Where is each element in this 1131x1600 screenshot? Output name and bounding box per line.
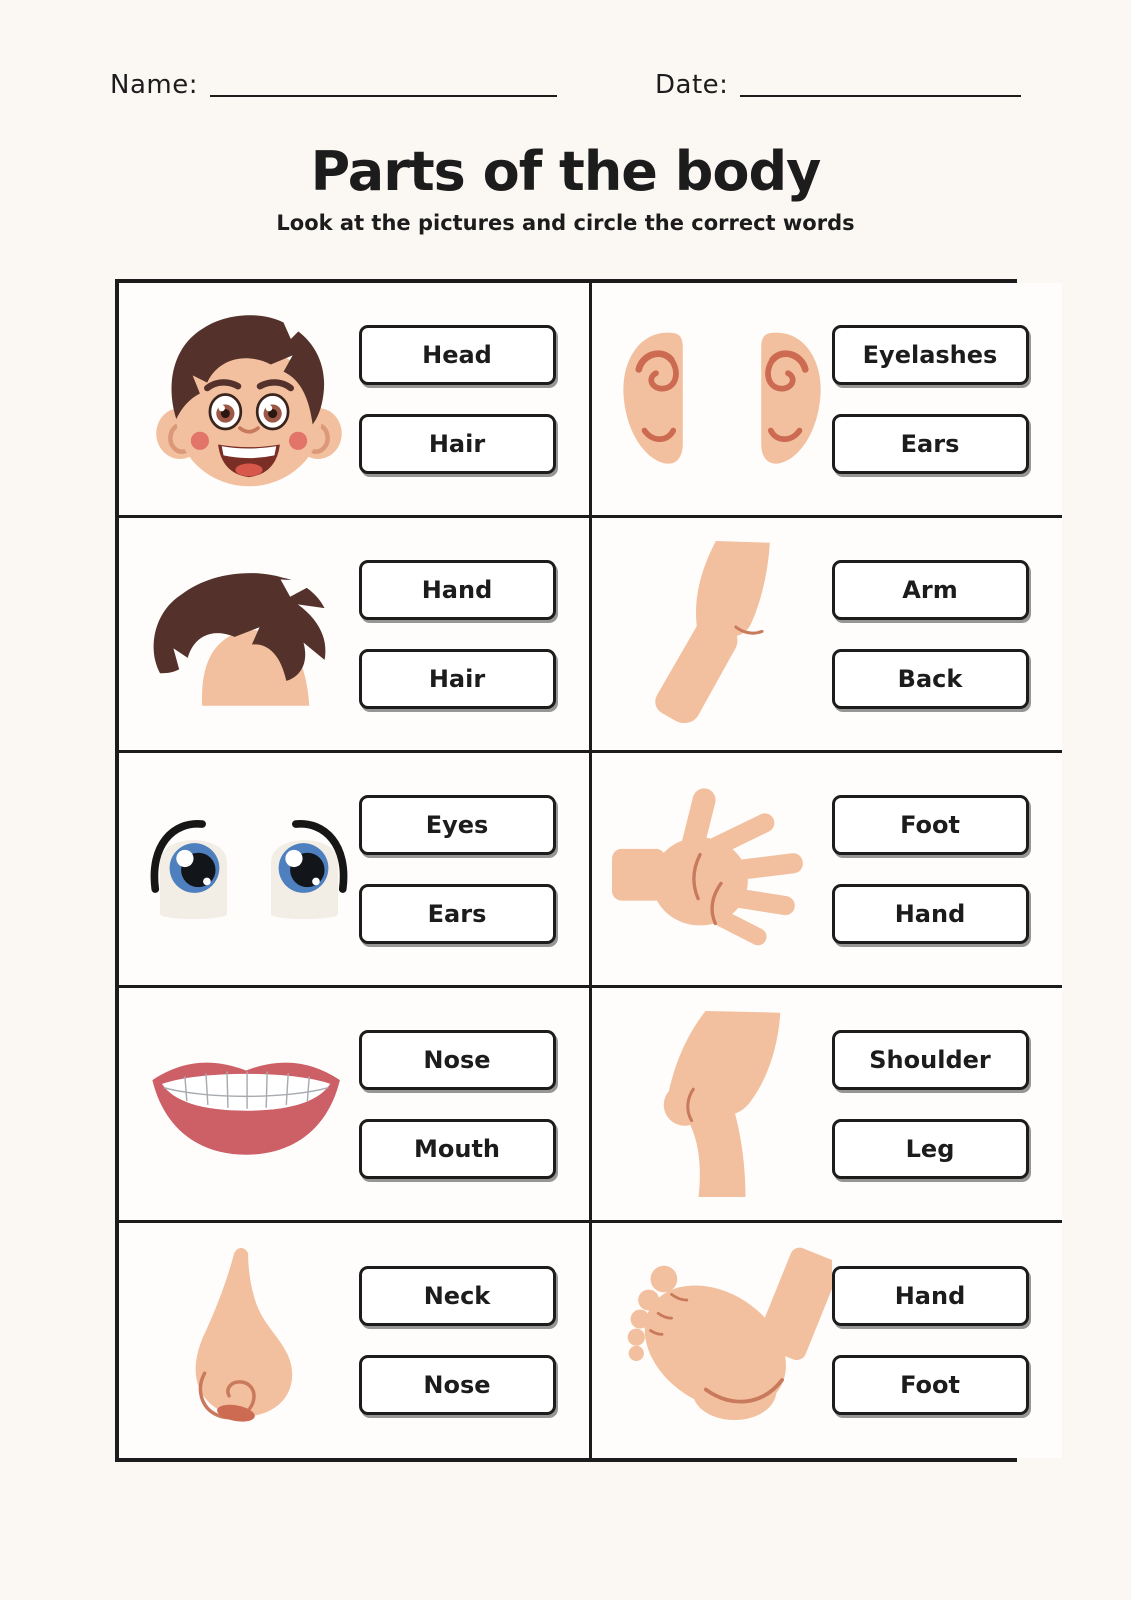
word-options xyxy=(359,795,589,944)
word-option-label: Eyes xyxy=(425,810,489,839)
worksheet-cell xyxy=(592,283,1062,518)
boy-head-icon xyxy=(139,299,359,499)
word-option-box[interactable] xyxy=(832,1030,1029,1090)
worksheet-grid xyxy=(115,279,1017,1462)
worksheet-cell xyxy=(119,518,592,753)
word-option-label: Hair xyxy=(428,429,486,458)
word-option-box[interactable] xyxy=(832,1355,1029,1415)
word-option-box[interactable] xyxy=(832,795,1029,855)
leg-icon xyxy=(612,1004,832,1204)
worksheet-cell xyxy=(592,988,1062,1223)
word-options xyxy=(832,560,1062,709)
word-option-box[interactable] xyxy=(832,649,1029,709)
word-option-box[interactable] xyxy=(359,325,556,385)
word-option-label: Hair xyxy=(428,664,486,693)
name-field xyxy=(110,70,557,100)
word-option-label: Leg xyxy=(905,1134,955,1163)
name-label: Name: xyxy=(110,70,198,100)
word-option-box[interactable] xyxy=(359,1030,556,1090)
word-option-box[interactable] xyxy=(832,1119,1029,1179)
arm-icon xyxy=(612,534,832,734)
word-option-label: Mouth xyxy=(413,1134,500,1163)
page-title: Parts of the body xyxy=(310,140,821,203)
worksheet-cell xyxy=(592,753,1062,988)
word-option-label: Arm xyxy=(902,575,958,604)
word-options xyxy=(359,560,589,709)
worksheet-cell xyxy=(119,1223,592,1458)
eyes-icon xyxy=(139,769,359,969)
word-options xyxy=(832,1266,1062,1415)
word-option-label: Foot xyxy=(900,1371,960,1400)
hand-icon xyxy=(612,769,832,969)
word-options xyxy=(832,1030,1062,1179)
name-date-row xyxy=(110,70,1021,100)
word-option-box[interactable] xyxy=(359,1355,556,1415)
worksheet-cell xyxy=(592,518,1062,753)
word-option-label: Nose xyxy=(423,1371,491,1400)
date-label: Date: xyxy=(655,70,729,100)
word-option-box[interactable] xyxy=(832,884,1029,944)
word-option-box[interactable] xyxy=(359,1266,556,1326)
word-option-box[interactable] xyxy=(359,414,556,474)
word-option-box[interactable] xyxy=(832,325,1029,385)
word-option-label: Eyelashes xyxy=(862,340,998,369)
word-options xyxy=(832,795,1062,944)
name-input-line[interactable] xyxy=(210,95,557,97)
word-options xyxy=(359,325,589,474)
word-option-label: Ears xyxy=(900,429,960,458)
page-subtitle: Look at the pictures and circle the correct words xyxy=(276,211,855,236)
word-option-label: Head xyxy=(422,340,492,369)
word-option-box[interactable] xyxy=(359,1119,556,1179)
word-option-box[interactable] xyxy=(359,560,556,620)
word-option-box[interactable] xyxy=(359,649,556,709)
word-option-label: Shoulder xyxy=(869,1045,991,1074)
date-field xyxy=(655,70,1021,100)
worksheet-cell xyxy=(119,283,592,518)
word-option-label: Hand xyxy=(894,1282,966,1311)
mouth-icon xyxy=(139,1004,359,1204)
word-options xyxy=(359,1266,589,1415)
word-option-box[interactable] xyxy=(359,795,556,855)
word-options xyxy=(359,1030,589,1179)
word-option-box[interactable] xyxy=(832,1266,1029,1326)
worksheet-cell xyxy=(119,753,592,988)
date-input-line[interactable] xyxy=(740,95,1021,97)
word-option-box[interactable] xyxy=(832,414,1029,474)
foot-icon xyxy=(612,1241,832,1441)
word-options xyxy=(832,325,1062,474)
word-option-box[interactable] xyxy=(359,884,556,944)
word-option-label: Back xyxy=(897,664,963,693)
worksheet-cell xyxy=(592,1223,1062,1458)
word-option-label: Foot xyxy=(900,810,960,839)
ears-icon xyxy=(612,299,832,499)
word-option-box[interactable] xyxy=(832,560,1029,620)
word-option-label: Hand xyxy=(894,899,966,928)
hair-icon xyxy=(139,534,359,734)
word-option-label: Hand xyxy=(421,575,493,604)
word-option-label: Neck xyxy=(423,1282,491,1311)
word-option-label: Ears xyxy=(427,899,487,928)
nose-icon xyxy=(139,1241,359,1441)
word-option-label: Nose xyxy=(423,1045,491,1074)
worksheet-cell xyxy=(119,988,592,1223)
